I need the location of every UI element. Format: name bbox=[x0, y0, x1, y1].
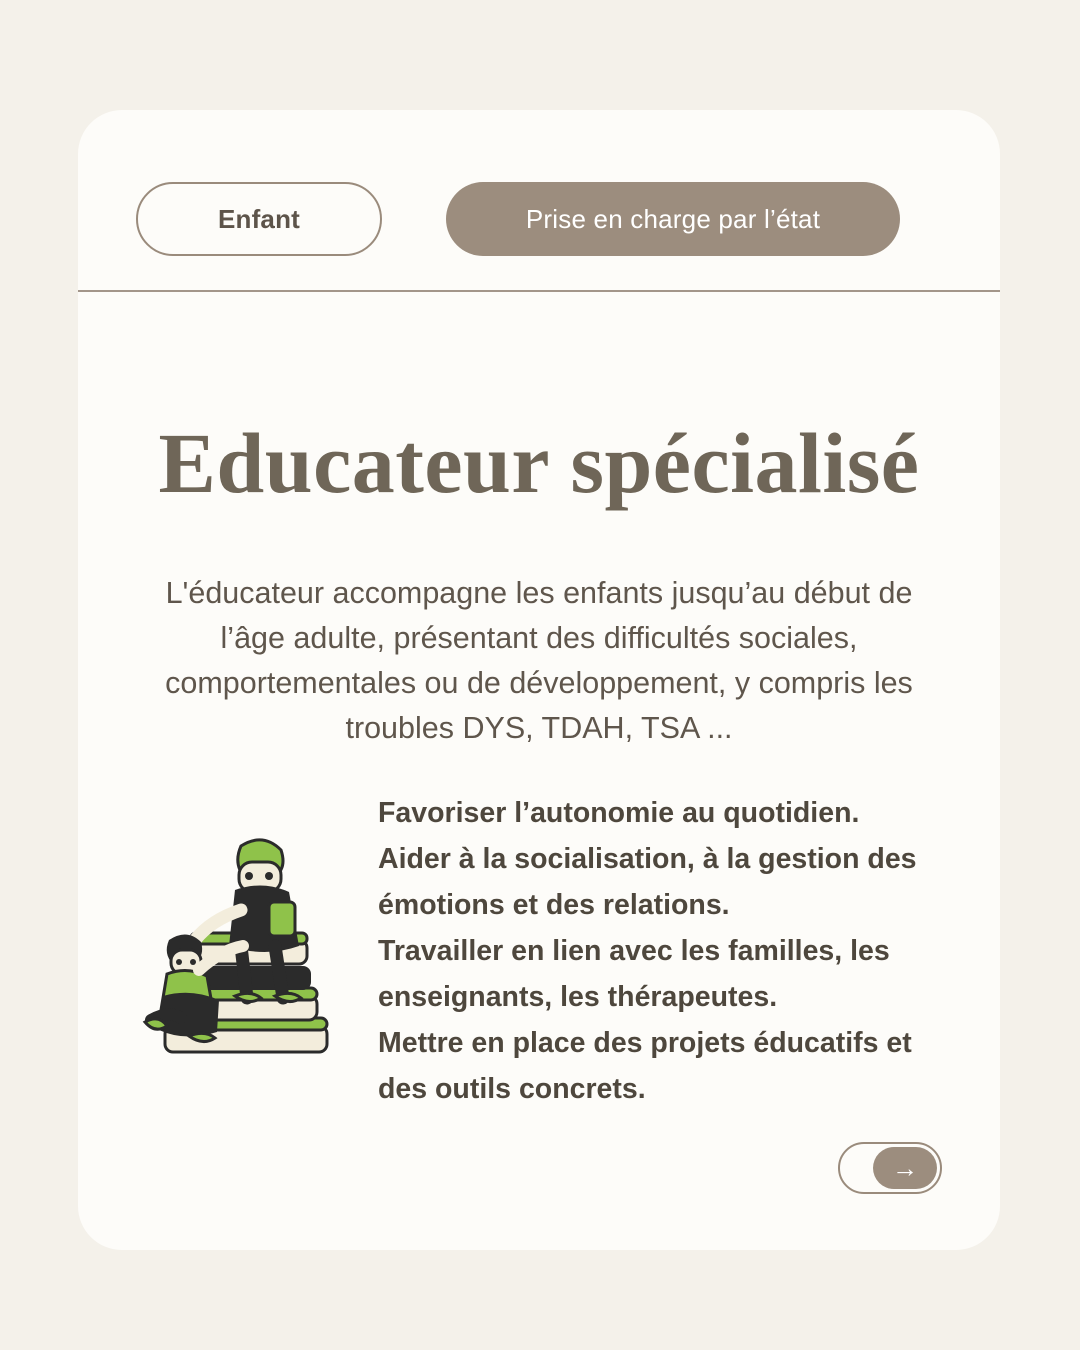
tag-row bbox=[136, 182, 900, 256]
tag-funding-label: Prise en charge par l’état bbox=[525, 203, 821, 234]
key-point: Travailler en lien avec les familles, les enseignants, les thérapeutes. bbox=[378, 935, 890, 1013]
intro-paragraph: L'éducateur accompagne les enfants jusqu’au début de l’âge adulte, présentant des difficultés sociales, comportementales ou de développement, y compris les troubles DYS, TDAH, TSA ... bbox=[165, 575, 913, 745]
arrow-right-icon: → bbox=[873, 1147, 937, 1189]
key-point: Mettre en place des projets éducatifs et des outils concrets. bbox=[378, 1027, 912, 1105]
tag-funding[interactable] bbox=[446, 182, 900, 256]
key-points-list bbox=[378, 790, 948, 1112]
tag-audience[interactable] bbox=[136, 182, 382, 256]
tag-audience-label: Enfant bbox=[217, 203, 301, 234]
children-on-books-illustration bbox=[123, 790, 363, 1070]
next-button[interactable] bbox=[838, 1142, 942, 1194]
key-point: Favoriser l’autonomie au quotidien. bbox=[378, 797, 860, 829]
page-title: Educateur spécialisé bbox=[158, 414, 920, 511]
content-card bbox=[78, 110, 1000, 1250]
key-point: Aider à la socialisation, à la gestion des émotions et des relations. bbox=[378, 843, 917, 921]
header-divider bbox=[78, 290, 1000, 292]
